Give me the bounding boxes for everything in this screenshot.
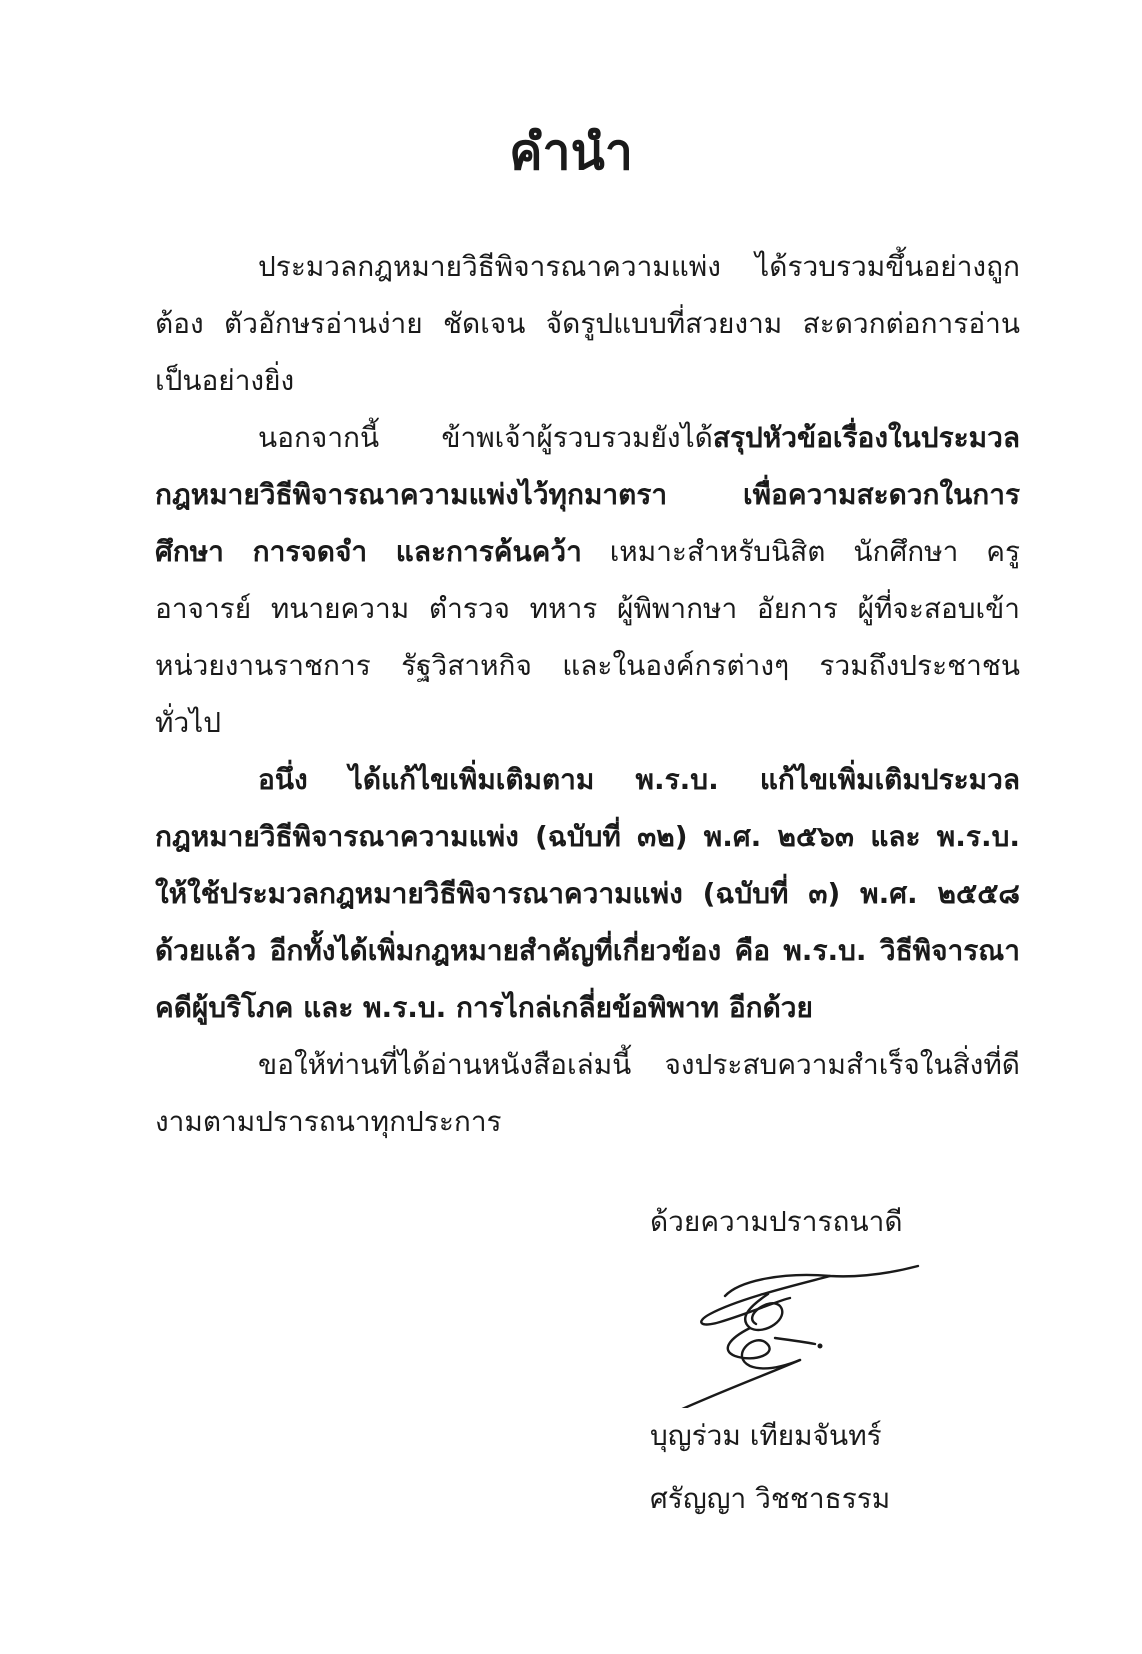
paragraph-summary-bold: สรุปหัวข้อเรื่องในประมวลกฎหมายวิธีพิจารณาความแพ่งไว้ทุกมาตรา เพื่อความสะดวกในการศึกษา การจดจำ และการค้นคว้า — [155, 421, 1020, 568]
signatory-name-2: ศรัญญา วิชชาธรรม — [650, 1482, 891, 1515]
paragraph-intro: ประมวลกฎหมายวิธีพิจารณาความแพ่ง ได้รวบรวมขึ้นอย่างถูกต้อง ตัวอักษรอ่านง่าย ชัดเจน จัดรูปแบบที่สวยงาม สะดวกต่อการอ่านเป็นอย่างยิ่ง — [155, 250, 1020, 397]
paragraph-amendments-bold: อนึ่ง ได้แก้ไขเพิ่มเติมตาม พ.ร.บ. แก้ไขเพิ่มเติมประมวลกฎหมายวิธีพิจารณาความแพ่ง (ฉบับที่ ๓๒) พ.ศ. ๒๕๖๓ และ พ.ร.บ. ให้ใช้ประมวลกฎหมายวิธีพิจารณาความแพ่ง (ฉบับที่ ๓) พ.ศ. ๒๕๕๘ ด้วยแล้ว อีกทั้งได้เพิ่มกฎหมายสำคัญที่เกี่ยวข้อง คือ พ.ร.บ. วิธีพิจารณาคดีผู้บริโภค และ พ.ร.บ. การไกล่เกลี่ยข้อพิพาท อีกด้วย — [155, 763, 1020, 1024]
paragraph-wishes: ขอให้ท่านที่ได้อ่านหนังสือเล่มนี้ จงประสบความสำเร็จในสิ่งที่ดีงามตามปรารถนาทุกประการ — [155, 1048, 1020, 1138]
signatory-name-1: บุญร่วม เทียมจันทร์ — [650, 1419, 882, 1452]
preface-body — [155, 238, 1020, 1150]
signature-image — [680, 1258, 920, 1408]
page-title: คำนำ — [509, 123, 633, 181]
paragraph-summary-rest: เหมาะสำหรับนิสิต นักศึกษา ครู อาจารย์ ทนายความ ตำรวจ ทหาร ผู้พิพากษา อัยการ ผู้ที่จะสอบเข้าหน่วยงานราชการ รัฐวิสาหกิจ และในองค์กรต่างๆ รวมถึงประชาชนทั่วไป — [155, 535, 1021, 739]
paragraph-summary — [155, 409, 1020, 751]
paragraph-amendments — [155, 751, 1020, 1036]
closing-phrase: ด้วยความปรารถนาดี — [650, 1205, 903, 1238]
paragraph-summary-intro: นอกจากนี้ ข้าพเจ้าผู้รวบรวมยังได้ — [258, 421, 713, 454]
